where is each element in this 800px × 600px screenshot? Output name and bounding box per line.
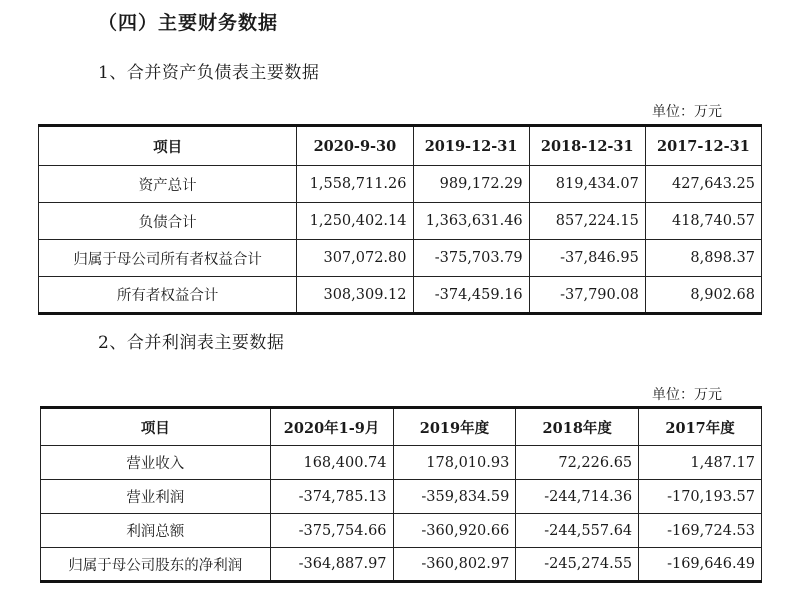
- table-cell: -170,193.57: [639, 480, 762, 514]
- table-cell: 857,224.15: [529, 203, 645, 240]
- table-cell: -374,459.16: [413, 277, 529, 314]
- table-cell: -37,790.08: [529, 277, 645, 314]
- table-cell: -169,724.53: [639, 514, 762, 548]
- table-row: [41, 514, 762, 548]
- table-cell: -360,802.97: [393, 548, 516, 582]
- table-cell: 418,740.57: [645, 203, 761, 240]
- header-cell: 2017-12-31: [645, 126, 761, 166]
- table-cell: -364,887.97: [270, 548, 393, 582]
- row-label: 营业收入: [41, 446, 271, 480]
- income-statement-table: [40, 406, 762, 583]
- header-cell: 2017年度: [639, 408, 762, 446]
- table-row: [39, 240, 762, 277]
- income-statement-title: 2、合并利润表主要数据: [98, 333, 285, 353]
- table-cell: 1,363,631.46: [413, 203, 529, 240]
- table-cell: 8,898.37: [645, 240, 761, 277]
- row-label: 归属于母公司股东的净利润: [41, 548, 271, 582]
- table-cell: -360,920.66: [393, 514, 516, 548]
- balance-sheet-title: 1、合并资产负债表主要数据: [98, 63, 320, 83]
- table-cell: 1,250,402.14: [297, 203, 413, 240]
- balance-unit-label: 单位：万元: [652, 104, 722, 120]
- header-cell: 项目: [41, 408, 271, 446]
- row-label: 利润总额: [41, 514, 271, 548]
- table-cell: 1,558,711.26: [297, 166, 413, 203]
- table-cell: 72,226.65: [516, 446, 639, 480]
- table-cell: 308,309.12: [297, 277, 413, 314]
- table-cell: 168,400.74: [270, 446, 393, 480]
- row-label: 资产总计: [39, 166, 297, 203]
- table-row: [41, 548, 762, 582]
- table-header-row: [39, 126, 762, 166]
- header-cell: 项目: [39, 126, 297, 166]
- balance-sheet-table: [38, 124, 762, 315]
- table-cell: -245,274.55: [516, 548, 639, 582]
- table-row: [39, 166, 762, 203]
- table-cell: 989,172.29: [413, 166, 529, 203]
- table-cell: 307,072.80: [297, 240, 413, 277]
- section-title: （四）主要财务数据: [98, 12, 279, 34]
- row-label: 负债合计: [39, 203, 297, 240]
- row-label: 营业利润: [41, 480, 271, 514]
- table-cell: -359,834.59: [393, 480, 516, 514]
- table-cell: -375,754.66: [270, 514, 393, 548]
- table-row: [39, 277, 762, 314]
- table-cell: 427,643.25: [645, 166, 761, 203]
- header-cell: 2018-12-31: [529, 126, 645, 166]
- table-cell: 819,434.07: [529, 166, 645, 203]
- table-cell: -374,785.13: [270, 480, 393, 514]
- table-row: [39, 203, 762, 240]
- header-cell: 2019-12-31: [413, 126, 529, 166]
- table-cell: -244,557.64: [516, 514, 639, 548]
- header-cell: 2019年度: [393, 408, 516, 446]
- table-row: [41, 480, 762, 514]
- row-label: 归属于母公司所有者权益合计: [39, 240, 297, 277]
- table-cell: -244,714.36: [516, 480, 639, 514]
- table-header-row: [41, 408, 762, 446]
- income-unit-label: 单位：万元: [652, 387, 722, 403]
- table-cell: -37,846.95: [529, 240, 645, 277]
- table-cell: -169,646.49: [639, 548, 762, 582]
- table-row: [41, 446, 762, 480]
- header-cell: 2020年1-9月: [270, 408, 393, 446]
- table-cell: -375,703.79: [413, 240, 529, 277]
- table-cell: 1,487.17: [639, 446, 762, 480]
- header-cell: 2020-9-30: [297, 126, 413, 166]
- row-label: 所有者权益合计: [39, 277, 297, 314]
- table-cell: 8,902.68: [645, 277, 761, 314]
- header-cell: 2018年度: [516, 408, 639, 446]
- table-cell: 178,010.93: [393, 446, 516, 480]
